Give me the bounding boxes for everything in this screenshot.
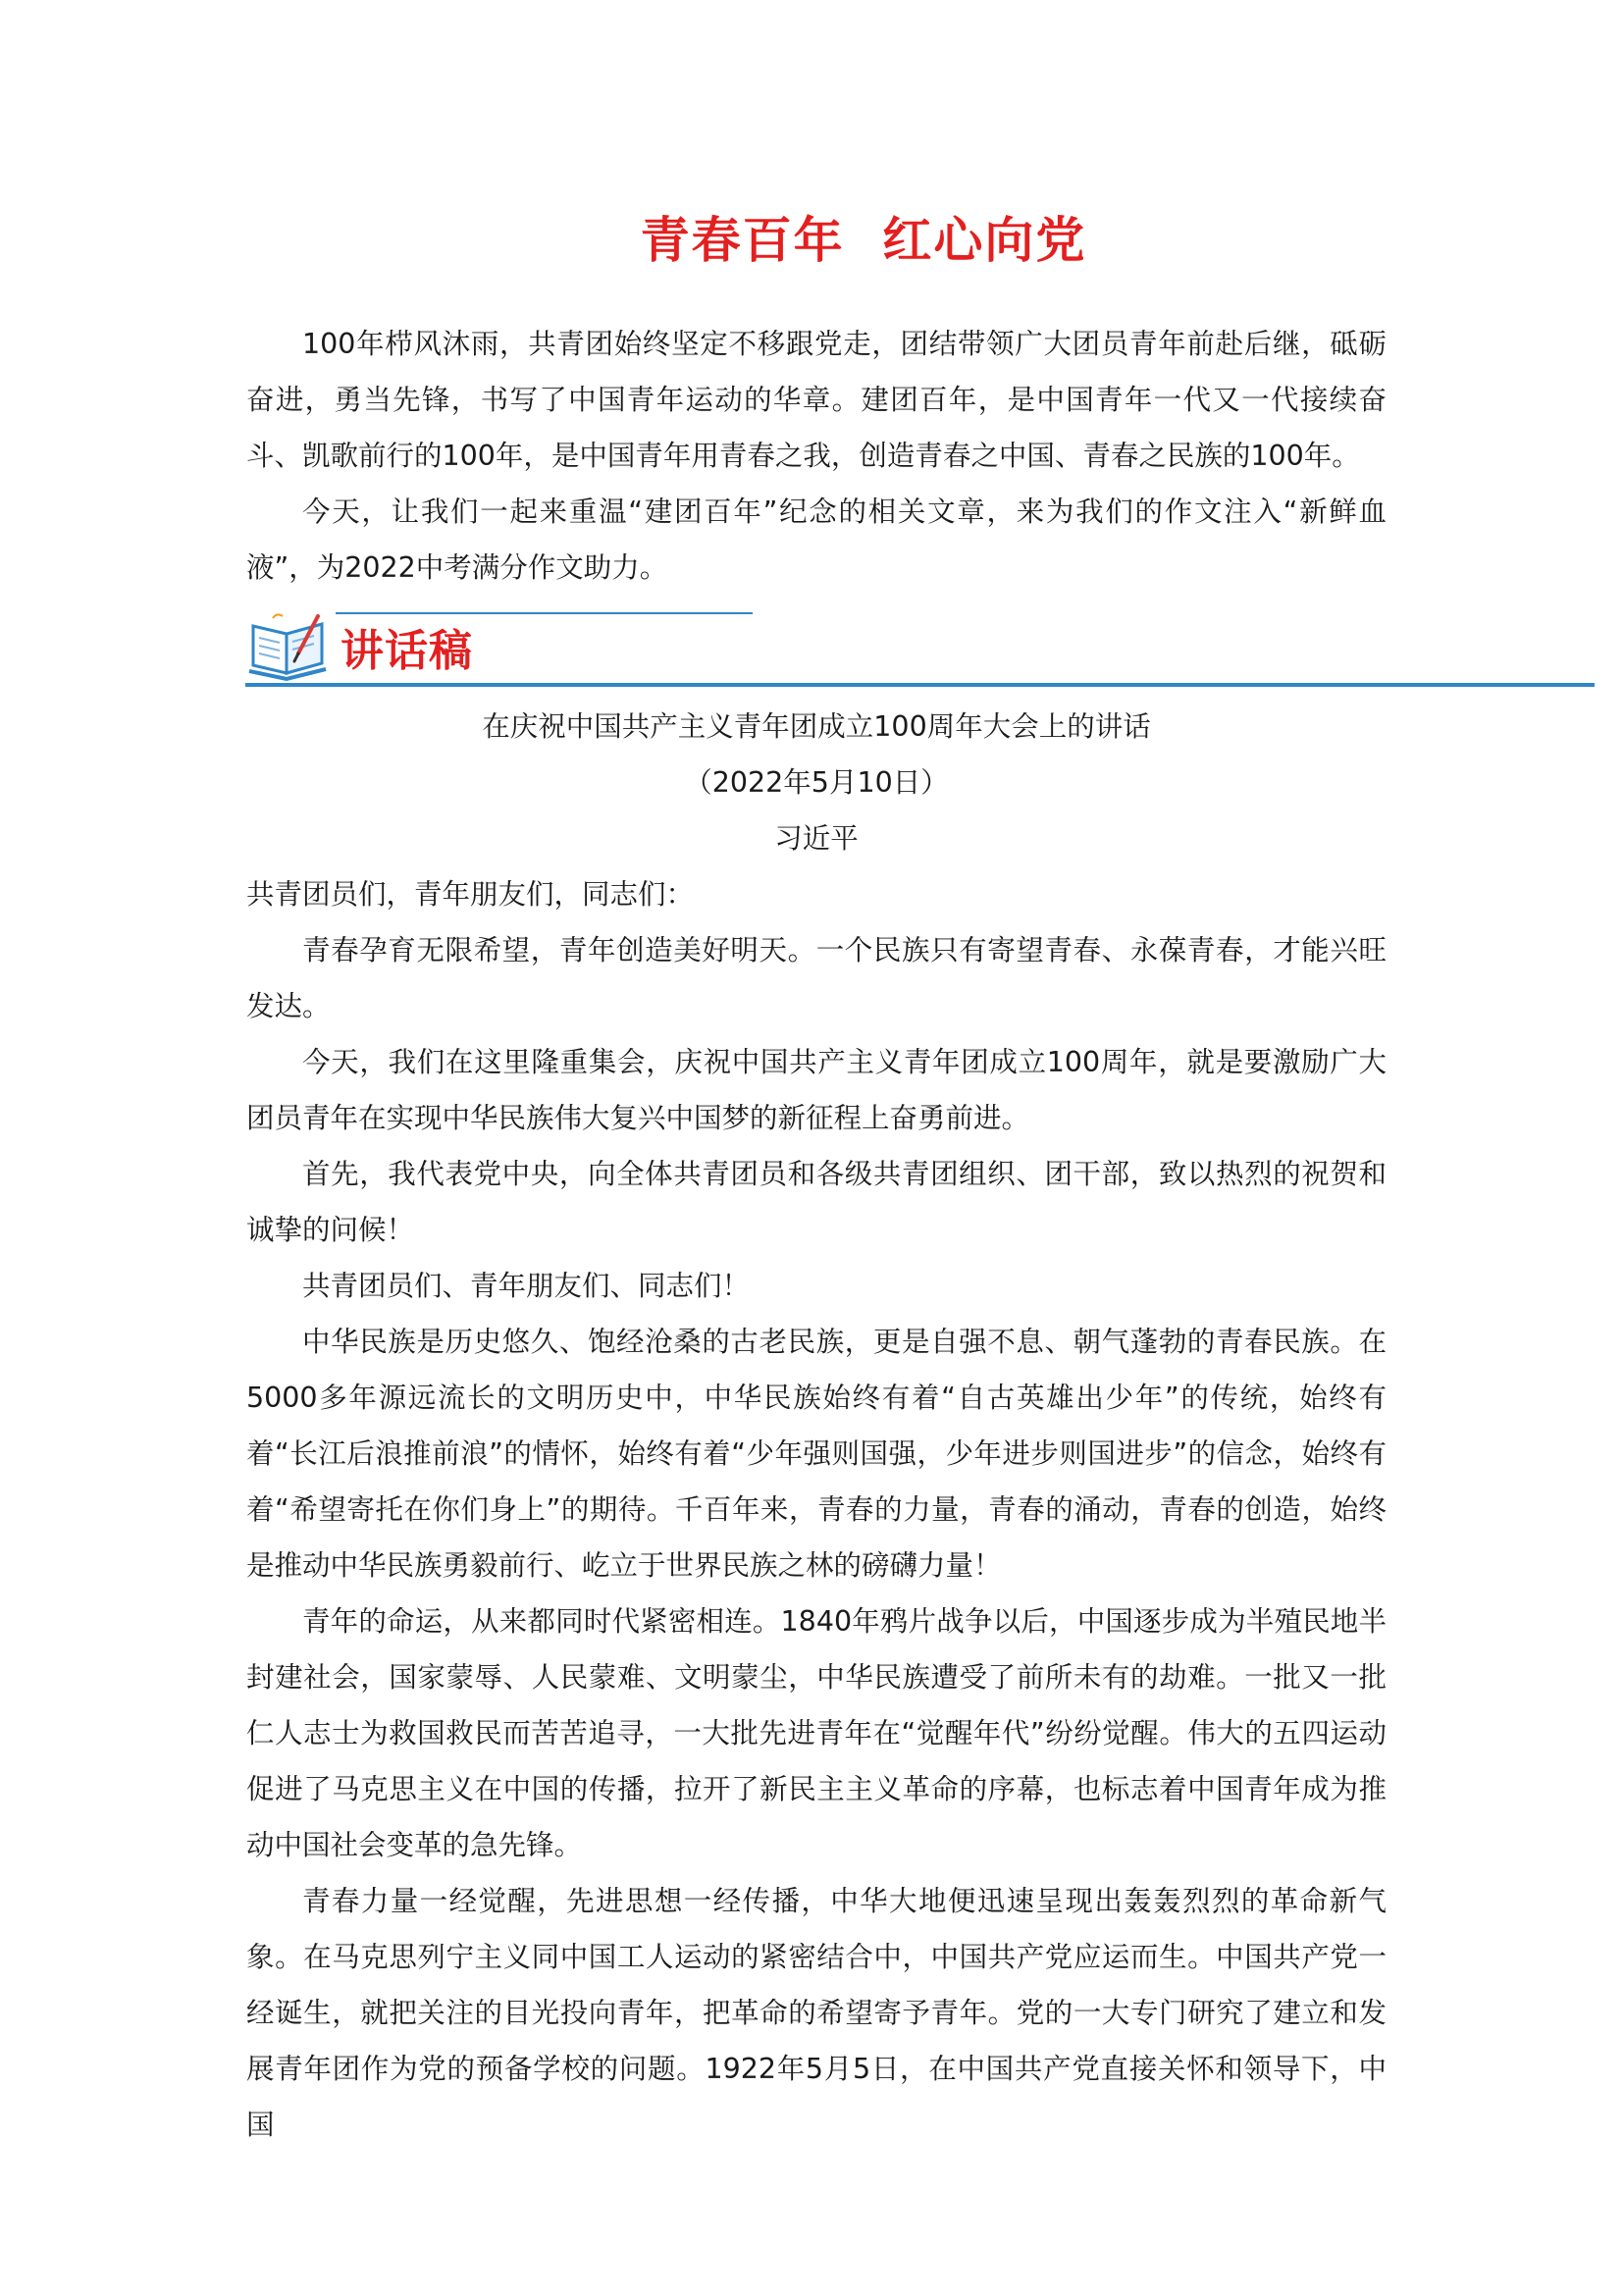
speech-author: 习近平 — [774, 822, 859, 855]
speech-paragraph: 首先，我代表党中央，向全体共青团员和各级共青团组织、团干部，致以热烈的祝贺和诚挚的问候！ — [246, 1158, 1387, 1246]
section-header — [245, 610, 1595, 689]
open-book-icon — [247, 610, 328, 687]
speech-paragraph: 共青团员们、青年朋友们、同志们！ — [302, 1270, 751, 1302]
document-title: 青春百年 红心向党 — [640, 212, 1087, 269]
speech-paragraph: 中华民族是历史悠久、饱经沧桑的古老民族，更是自强不息、朝气蓬勃的青春民族。在5000多年源远流长的文明历史中，中华民族始终有着“自古英雄出少年”的传统，始终有着“长江后浪推前浪”的情怀，始终有着“少年强则国强，少年进步则国进步”的信念，始终有着“希望寄托在你们身上”的期待。千百年来，青春的力量，青春的涌动，青春的创造，始终是推动中华民族勇毅前行、屹立于世界民族之林的磅礴力量！ — [246, 1326, 1387, 1582]
header-top-rule — [336, 612, 753, 614]
intro-section — [246, 316, 1387, 596]
speech-paragraph: 青春孕育无限希望，青年创造美好明天。一个民族只有寄望青春、永葆青春，才能兴旺发达。 — [246, 934, 1387, 1022]
speech-paragraph: 青春力量一经觉醒，先进思想一经传播，中华大地便迅速呈现出轰轰烈烈的革命新气象。在马克思列宁主义同中国工人运动的紧密结合中，中国共产党应运而生。中国共产党一经诞生，就把关注的目光投向青年，把革命的希望寄予青年。党的一大专门研究了建立和发展青年团作为党的预备学校的问题。1922年5月5日，在中国共产党直接关怀和领导下，中国 — [246, 1885, 1387, 2141]
speech-heading — [246, 699, 1387, 866]
intro-paragraph: 今天，让我们一起来重温“建团百年”纪念的相关文章，来为我们的作文注入“新鲜血液”，为2022中考满分作文助力。 — [246, 496, 1387, 584]
speech-salutation: 共青团员们，青年朋友们，同志们： — [246, 878, 695, 911]
section-label: 讲话稿 — [340, 626, 473, 676]
header-divider — [245, 683, 1595, 687]
speech-title: 在庆祝中国共产主义青年团成立100周年大会上的讲话 — [482, 710, 1151, 743]
speech-body — [246, 866, 1387, 2153]
speech-paragraph: 青年的命运，从来都同时代紧密相连。1840年鸦片战争以后，中国逐步成为半殖民地半封建社会，国家蒙辱、人民蒙难、文明蒙尘，中华民族遭受了前所未有的劫难。一批又一批仁人志士为救国救民而苦苦追寻，一大批先进青年在“觉醒年代”纷纷觉醒。伟大的五四运动促进了马克思主义在中国的传播，拉开了新民主主义革命的序幕，也标志着中国青年成为推动中国社会变革的急先锋。 — [246, 1605, 1387, 1861]
intro-paragraph: 100年栉风沐雨，共青团始终坚定不移跟党走，团结带领广大团员青年前赴后继，砥砺奋进，勇当先锋，书写了中国青年运动的华章。建团百年，是中国青年一代又一代接续奋斗、凯歌前行的100年，是中国青年用青春之我，创造青春之中国、青春之民族的100年。 — [246, 328, 1387, 472]
speech-date: （2022年5月10日） — [684, 766, 949, 799]
speech-paragraph: 今天，我们在这里隆重集会，庆祝中国共产主义青年团成立100周年，就是要激励广大团员青年在实现中华民族伟大复兴中国梦的新征程上奋勇前进。 — [246, 1046, 1387, 1134]
